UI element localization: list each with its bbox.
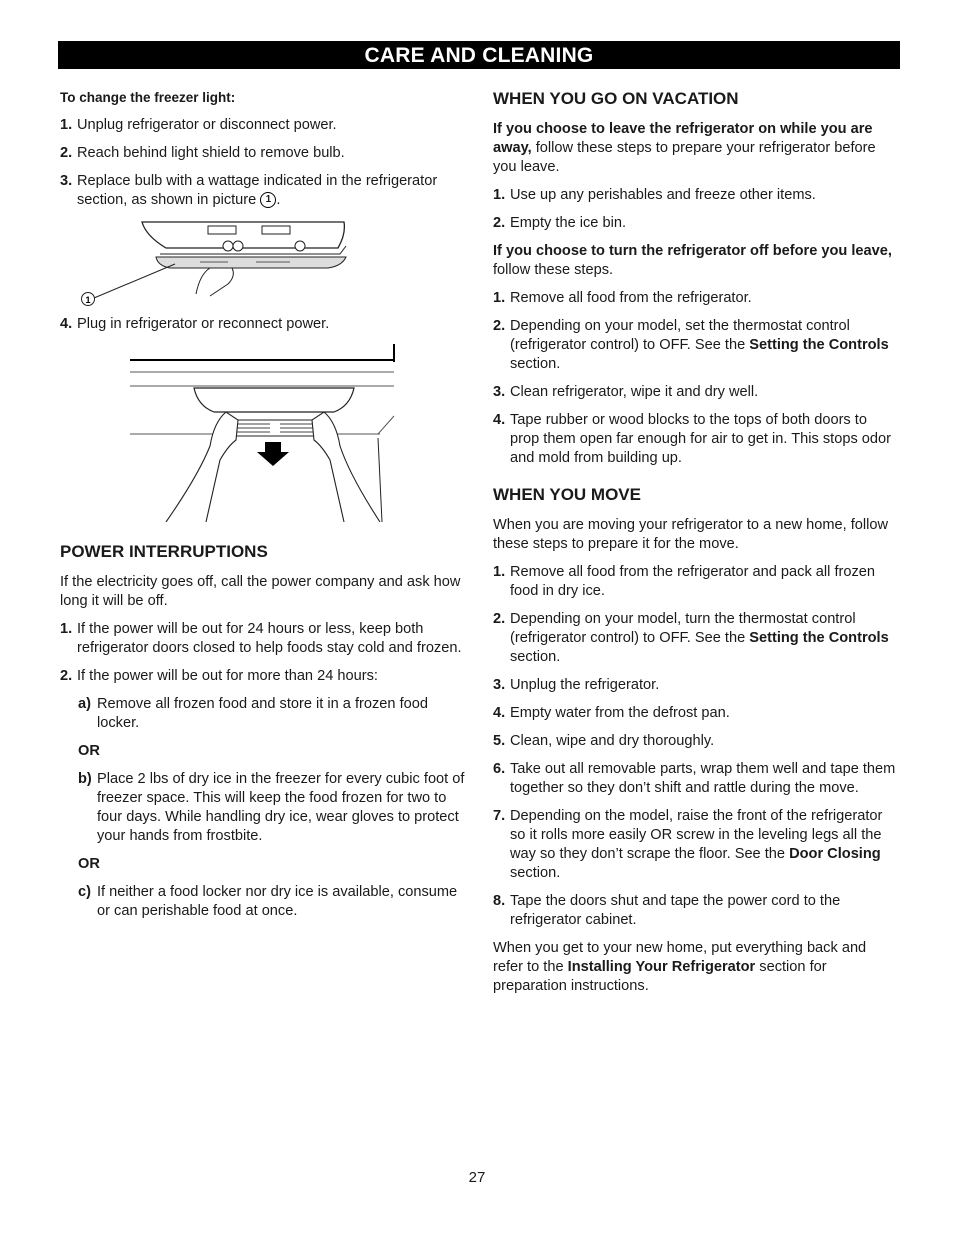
left-column: [60, 88, 465, 930]
shield-removal-illustration: [60, 342, 405, 522]
list-item: 4. Empty water from the defrost pan.: [493, 705, 730, 721]
vacation-on-intro: If you choose to leave the refrigerator on while you are away, follow these steps to prepare your refrigerator before you leave.: [493, 121, 876, 175]
list-item: 3. Replace bulb with a wattage indicated in the refrigerator section, as shown in picture 1 .: [60, 173, 438, 208]
page-title: CARE AND CLEANING: [58, 41, 900, 69]
list-item: b) Place 2 lbs of dry ice in the freezer for every cubic foot of freezer space. This will keep the food frozen for two to four days. While handling dry ice, wear gloves to protect your hands from frostbite.: [78, 771, 465, 844]
or-label: OR: [78, 743, 100, 759]
list-item: 2. Empty the ice bin.: [493, 215, 626, 231]
list-item: 2. Depending on your model, set the thermostat control (refrigerator control) to OFF. See the Setting the Controls section.: [493, 318, 889, 372]
bulb-shield-illustration: [60, 214, 360, 306]
power-interruptions-heading: POWER INTERRUPTIONS: [60, 542, 268, 561]
page-number: 27: [468, 1169, 486, 1186]
move-intro: When you are moving your refrigerator to a new home, follow these steps to prepare it for the move.: [493, 517, 889, 552]
picture-ref-badge: 1: [260, 192, 276, 208]
list-item: 1. Unplug refrigerator or disconnect power.: [60, 117, 337, 133]
list-item: 3. Unplug the refrigerator.: [493, 677, 660, 693]
vacation-off-intro: If you choose to turn the refrigerator off before you leave, follow these steps.: [493, 243, 892, 278]
list-item: 6. Take out all removable parts, wrap them well and tape them together so they don’t shift and rattle during the move.: [493, 761, 896, 796]
move-heading: WHEN YOU MOVE: [493, 485, 641, 504]
list-item: 1. Remove all food from the refrigerator.: [493, 290, 752, 306]
list-item: 1. If the power will be out for 24 hours or less, keep both refrigerator doors closed to help foods stay cold and frozen.: [60, 621, 462, 656]
move-final-note: When you get to your new home, put everything back and refer to the Installing Your Refrigerator section for preparation instructions.: [493, 940, 867, 994]
callout-number: 1: [85, 295, 91, 305]
list-item: 3. Clean refrigerator, wipe it and dry well.: [493, 384, 759, 400]
list-item: 5. Clean, wipe and dry thoroughly.: [493, 733, 715, 749]
list-item: 4. Tape rubber or wood blocks to the tops of both doors to prop them open far enough for air to get in. This stops odor and mold from building up.: [493, 412, 892, 466]
list-item: 1. Remove all food from the refrigerator and pack all frozen food in dry ice.: [493, 564, 876, 599]
right-column: [493, 88, 898, 1005]
list-item: 2. Reach behind light shield to remove bulb.: [60, 145, 345, 161]
list-item: 4. Plug in refrigerator or reconnect power.: [60, 316, 330, 332]
list-item: 1. Use up any perishables and freeze other items.: [493, 187, 816, 203]
list-item: 8. Tape the doors shut and tape the power cord to the refrigerator cabinet.: [493, 893, 841, 928]
list-item: 7. Depending on the model, raise the front of the refrigerator so it rolls more easily OR screw in the leveling legs all the way so they don’t scrape the floor. See the Door Closing section.: [493, 808, 883, 881]
list-item: 2. Depending on your model, turn the thermostat control (refrigerator control) to OFF. See the Setting the Controls section.: [493, 611, 889, 665]
vacation-heading: WHEN YOU GO ON VACATION: [493, 89, 739, 108]
list-item: 2. If the power will be out for more than 24 hours:: [60, 668, 378, 684]
or-label: OR: [78, 856, 100, 872]
list-item: c) If neither a food locker nor dry ice is available, consume or can perishable food at once.: [78, 884, 458, 919]
list-item: a) Remove all frozen food and store it in a frozen food locker.: [78, 696, 428, 731]
freezer-light-heading: To change the freezer light:: [60, 90, 236, 105]
power-intro: If the electricity goes off, call the power company and ask how long it will be off.: [60, 574, 461, 609]
